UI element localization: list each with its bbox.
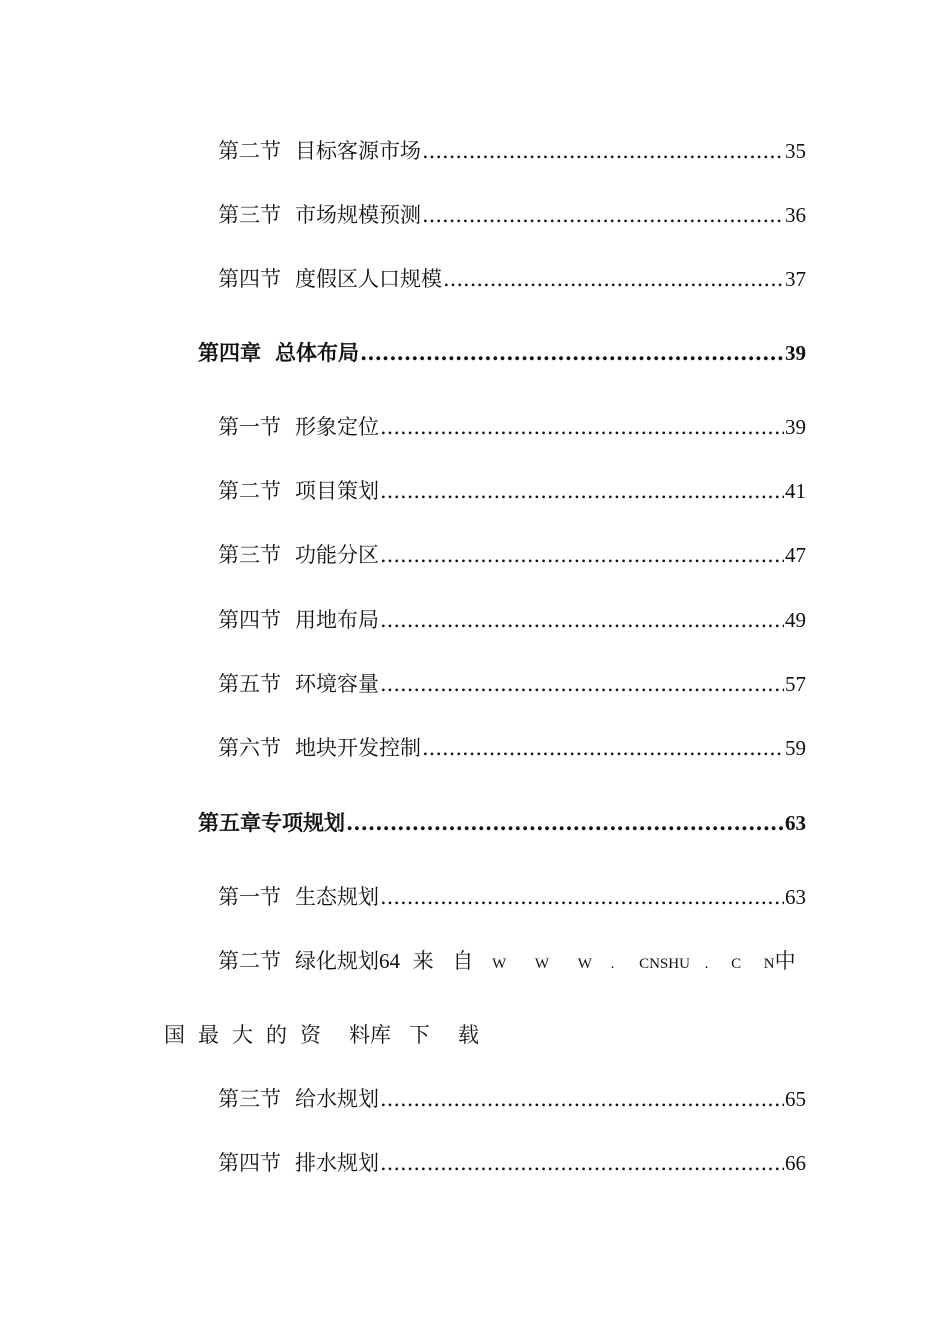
dot-leader [422, 134, 784, 168]
dot-leader [380, 538, 784, 572]
section-title: 生态规划 [295, 885, 379, 909]
page-number: 63 [785, 811, 806, 835]
section-number: 第五节 [218, 672, 281, 696]
entry-label [218, 262, 442, 296]
watermark-token: W [577, 956, 592, 972]
entry-label [218, 603, 379, 637]
section-number: 第四节 [218, 608, 281, 632]
watermark-token: N [763, 956, 775, 972]
section-title: 目标客源市场 [295, 139, 421, 163]
entry-label [218, 667, 379, 701]
toc-section-entry [218, 731, 806, 765]
entry-label [218, 198, 421, 232]
section-title: 绿化规划 [295, 949, 379, 973]
section-title: 用地布局 [295, 608, 379, 632]
entry-label [218, 134, 421, 168]
entry-label [198, 806, 345, 840]
chapter-title: 总体布局 [275, 340, 359, 365]
section-title: 地块开发控制 [295, 736, 421, 760]
page-number: 49 [785, 608, 806, 632]
section-number: 第四节 [218, 267, 281, 291]
watermark-token: CNSHU [639, 956, 690, 972]
section-title: 项目策划 [295, 479, 379, 503]
chapter-title: 专项规划 [261, 810, 345, 835]
dot-leader [360, 336, 784, 370]
dot-leader [380, 880, 784, 914]
toc-section-entry [218, 410, 806, 444]
page-number: 41 [785, 479, 806, 503]
page-number: 65 [785, 1087, 806, 1111]
toc-section-entry [218, 474, 806, 508]
watermark-token: W [534, 956, 550, 972]
entry-label [218, 1146, 379, 1180]
toc-section-entry [218, 667, 806, 701]
watermark-token: 国 [164, 1023, 185, 1047]
section-number: 第一节 [218, 415, 281, 439]
section-title: 给水规划 [295, 1087, 379, 1111]
section-title: 排水规划 [295, 1151, 379, 1175]
dot-leader [380, 1146, 784, 1180]
watermark-token: . [704, 956, 709, 972]
section-title: 形象定位 [295, 415, 379, 439]
toc-entry-greening-with-watermark [218, 944, 796, 978]
chapter-number: 第四章 [198, 340, 261, 365]
section-title: 市场规模预测 [295, 203, 421, 227]
dot-leader [443, 262, 784, 296]
page-number: 57 [785, 672, 806, 696]
page-number: 36 [785, 203, 806, 227]
entry-label [218, 410, 379, 444]
watermark-token: 的 [266, 1023, 287, 1047]
toc-section-entry [218, 198, 806, 232]
section-number: 第三节 [218, 543, 281, 567]
dot-leader [380, 667, 784, 701]
entry-label [218, 538, 379, 572]
entry-label [218, 731, 421, 765]
watermark-token: 中 [774, 949, 796, 973]
watermark-token: C [731, 956, 742, 972]
page-number: 64 [379, 949, 400, 973]
dot-leader [380, 603, 784, 637]
watermark-token: 最 [198, 1023, 219, 1047]
watermark-token: 资 [300, 1023, 321, 1047]
dot-leader [380, 474, 784, 508]
watermark-continuation-line [164, 1018, 479, 1052]
section-number: 第六节 [218, 736, 281, 760]
section-number: 第一节 [218, 885, 281, 909]
page-number: 37 [785, 267, 806, 291]
page-number: 39 [785, 415, 806, 439]
section-number: 第二节 [218, 479, 281, 503]
toc-chapter-entry [198, 806, 806, 840]
dot-leader [380, 1082, 784, 1116]
toc-section-entry [218, 880, 806, 914]
page-number: 47 [785, 543, 806, 567]
section-number: 第二节 [218, 139, 281, 163]
toc-section-entry [218, 603, 806, 637]
entry-label [198, 336, 359, 370]
entry-label [218, 474, 379, 508]
watermark-token: 载 [458, 1023, 479, 1047]
section-number: 第二节 [218, 949, 281, 973]
dot-leader [346, 806, 784, 840]
watermark-token: . [610, 956, 615, 972]
toc-chapter-entry [198, 336, 806, 370]
toc-section-entry [218, 1082, 806, 1116]
toc-section-entry [218, 262, 806, 296]
dot-leader [422, 731, 784, 765]
watermark-token: 大 [232, 1023, 253, 1047]
watermark-token: 下 [409, 1023, 430, 1047]
section-number: 第三节 [218, 1087, 281, 1111]
page-number: 35 [785, 139, 806, 163]
page-number: 63 [785, 885, 806, 909]
page-number: 59 [785, 736, 806, 760]
chapter-number: 第五章 [198, 810, 261, 835]
dot-leader [422, 198, 784, 232]
watermark-token: 自 [452, 949, 474, 973]
toc-section-entry [218, 1146, 806, 1180]
watermark-token: 料库 [349, 1023, 391, 1047]
toc-section-entry [218, 538, 806, 572]
dot-leader [380, 410, 784, 444]
page-number: 39 [785, 341, 806, 365]
page-number: 66 [785, 1151, 806, 1175]
entry-label [218, 1082, 379, 1116]
section-number: 第三节 [218, 203, 281, 227]
section-title: 环境容量 [295, 672, 379, 696]
watermark-token: 来 [412, 949, 434, 973]
section-title: 度假区人口规模 [295, 267, 442, 291]
toc-section-entry [218, 134, 806, 168]
section-title: 功能分区 [295, 543, 379, 567]
entry-label [218, 880, 379, 914]
section-number: 第四节 [218, 1151, 281, 1175]
watermark-token: W [492, 956, 507, 972]
